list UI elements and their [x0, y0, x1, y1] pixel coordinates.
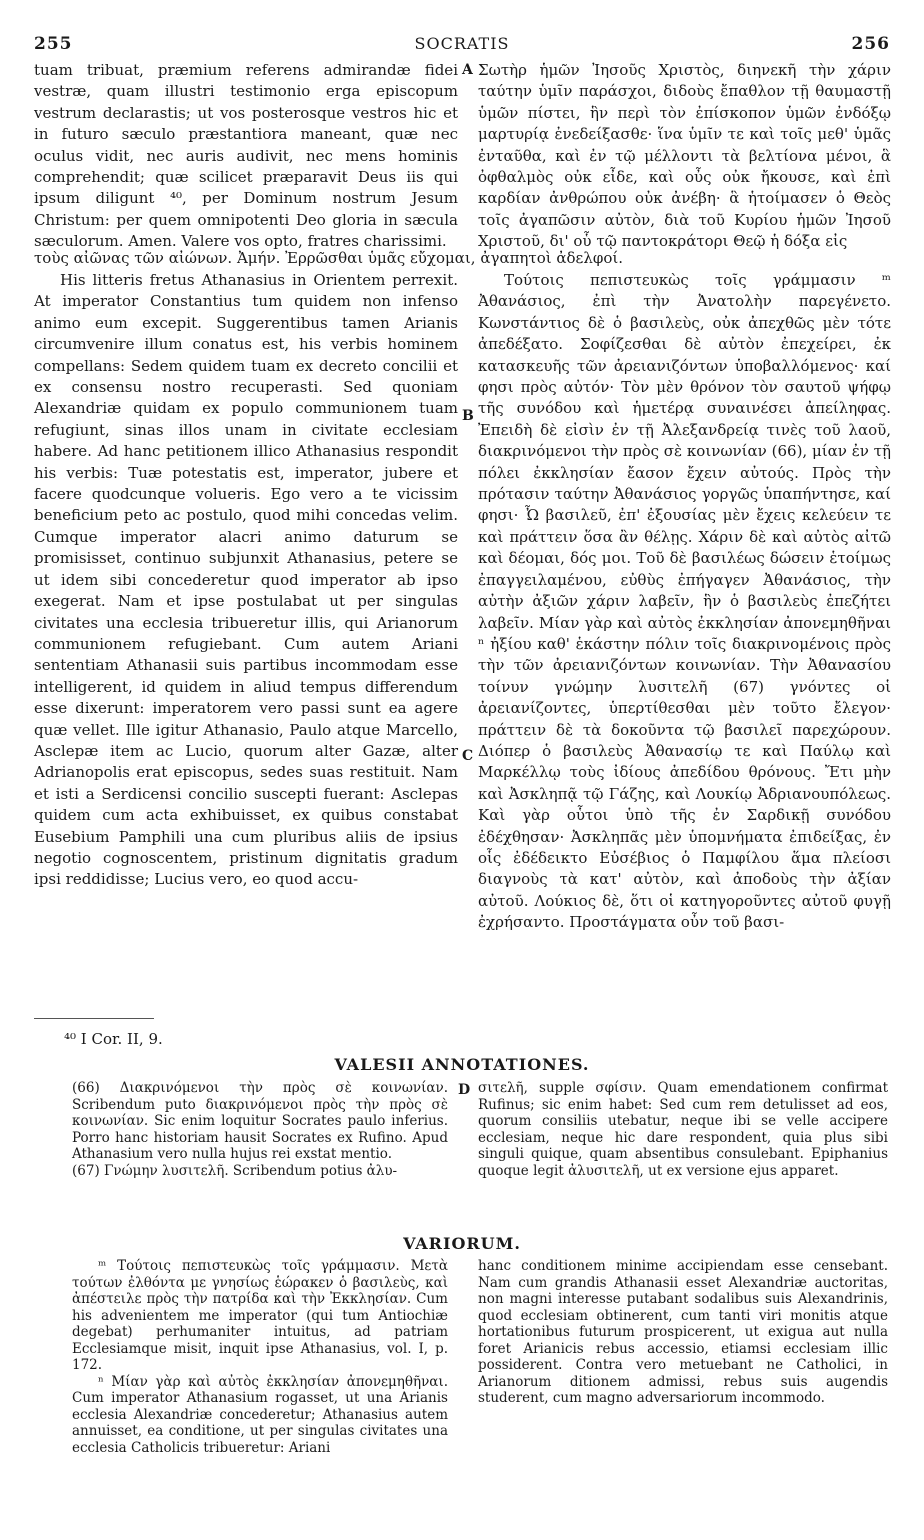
joint-line: τοὺς αἰῶνας τῶν αἰώνων. Ἀμήν. Ἐρρῶσθαι ὑμᾶς εὔχομαι, ἀγαπητοὶ ἀδελφοί.: [34, 249, 624, 267]
greek-top-column: [478, 60, 891, 253]
annotations-right-column: [478, 1080, 888, 1179]
annotation-67-continued: σιτελῆ, supple σφίσιν. Quam emendationem confirmat Rufinus; sic enim habet: Sed cum rem detulisset ad eos, quorum consiliis utebatur, neque ibi se velle accipere ecclesiam, neque hic dare respondent, quia plus sibi singuli quique, quam absentibus consulebant. Epiphanius quoque legit ἀλυσιτελῆ, ut ex versione ejus apparet.: [478, 1080, 888, 1179]
variorum-note-n-continued: hanc conditionem minime accipiendam esse censebant. Nam cum grandis Athanasii esset Alexandriæ auctoritas, non magni interesse putabant sodalibus suis Alexandrinis, quod ecclesiam obtinerent, cum tanti viri monitis atque hortationibus futurum prospicerent, ut exigua aut nulla foret Arianicis rebus accessio, etiamsi ecclesiam illic possiderent. Contra vero metuebant ne Catholici, in Arianorum ditionem admissi, rebus suis augendis studerent, cum magno adversariorum incommodo.: [478, 1258, 888, 1406]
margin-marker-a: A: [462, 62, 473, 78]
annotation-66: (66) Διακρινόμενοι τὴν πρὸς σὲ κοινωνίαν. Scribendum puto διακρινόμενοι πρὸς τὴν πρὸς σὲ κοινωνίαν. Sic enim loquitur Socrates paulo inferius. Porro hanc historiam hausit Socrates ex Rufino. Apud Athanasium vero nulla hujus rei exstat mentio.: [72, 1080, 448, 1162]
footnote: ⁴⁰ I Cor. II, 9.: [64, 1030, 163, 1048]
variorum-note-n: ⁿ Μίαν γὰρ καὶ αὐτὸς ἐκκλησίαν ἀπονεμηθῆναι. Cum imperator Athanasium rogasset, ut una Arianis ecclesia Alexandriæ concederetur; Athanasius autem annuisset, ea conditione, ut per singulas civitates una ecclesia Catholicis tribueretur: Ariani: [72, 1373, 448, 1456]
greek-body-column: [478, 270, 891, 934]
latin-body-column: [34, 270, 458, 891]
margin-marker-b: B: [462, 408, 474, 424]
variorum-right-column: [478, 1258, 888, 1407]
footnote-rule: [34, 1018, 154, 1019]
variorum-note-m: ᵐ Τούτοις πεπιστευκὼς τοῖς γράμμασιν. Μετὰ τούτων ἐλθόντα με γνησίως ἑώρακεν ὁ βασιλεὺς, καὶ ἀπέστειλε πρὸς τὴν πατρίδα καὶ τὴν Ἐκκλησίαν. Cum his advenientem me imperator (qui tum Antiochiæ degebat) perhumaniter intuitus, ad patriam Ecclesiamque misit, inquit ipse Athanasius, vol. I, p. 172.: [72, 1258, 448, 1373]
latin-top-text: tuam tribuat, præmium referens admirandæ fidei vestræ, quam illustri testimonio erga episcopum vestrum declarastis; ut vos posterosque vestros hic et in futuro sæculo præstantiora maneant, quæ nec oculus vidit, nec auris audivit, nec mens hominis comprehendit; quæ scilicet præparavit Deus iis qui ipsum diligunt ⁴⁰, per Dominum nostrum Jesum Christum: per quem omnipotenti Deo gloria in sæcula sæculorum. Amen. Valere vos opto, fratres charissimi.: [34, 61, 458, 251]
annotations-left-column: [72, 1080, 448, 1179]
running-title: SOCRATIS: [414, 34, 510, 53]
annotation-67: (67) Γνώμην λυσιτελῆ. Scribendum potius ἀλυ-: [72, 1162, 398, 1179]
margin-marker-d: D: [458, 1082, 471, 1098]
margin-marker-c: C: [462, 748, 474, 764]
page-header: [34, 34, 890, 54]
greek-top-text: Σωτὴρ ἡμῶν Ἰησοῦς Χριστὸς, διηνεκῆ τὴν χάριν ταύτην ὑμῖν παράσχοι, διδοὺς ἔπαθλον τῇ θαυμαστῇ ὑμῶν πίστει, ἣν περὶ τὸν ἐπίσκοπον ὑμῶν ἐνδόξῳ μαρτυρίᾳ ἐνεδείξασθε· ἵνα ὑμῖν τε καὶ τοῖς μεθ' ὑμᾶς ἐνταῦθα, καὶ ἐν τῷ μέλλοντι τὰ βελτίονα μένοι, ἃ ὀφθαλμὸς οὐκ εἶδε, καὶ οὖς οὐκ ἤκουσε, καὶ ἐπὶ καρδίαν ἀνθρώπου οὐκ ἀνέβη· ἃ ἡτοίμασεν ὁ Θεὸς τοῖς ἀγαπῶσιν αὐτὸν, διὰ τοῦ Κυρίου ἡμῶν Ἰησοῦ Χριστοῦ, δι' οὗ τῷ παντοκράτορι Θεῷ ἡ δόξα εἰς: [478, 61, 891, 251]
latin-body-text: His litteris fretus Athanasius in Orientem perrexit. At imperator Constantius tum quidem non infenso animo eum excepit. Suggerentibus tamen Arianis circumvenire illum conatus est, his verbis hominem compellans: Sedem quidem tuam ex decreto concilii et ex consensu nostro recuperasti. Sed quoniam Alexandriæ quidam ex populo communionem tuam refugiunt, sinas illos unam in civitate ecclesiam habere. Ad hanc petitionem illico Athanasius respondit his verbis: Tuæ potestatis est, imperator, jubere et facere quodcunque volueris. Ego vero a te vicissim beneficium peto ac postulo, quod mihi concedas velim. Cumque imperator alacri animo daturum se promisisset, continuo subjunxit Athanasius, petere se ut idem sibi concederetur quod imperator ab ipso exegerat. Nam et ipse postulabat ut per singulas civitates una ecclesia tribueretur illis, qui Arianorum communionem refugiebant. Cum autem Ariani sententiam Athanasii suis partibus incommodam esse intelligerent, id quidem in aliud tempus differendum esse dixerunt: imperatorem vero passi sunt ea agere quæ vellet. Ille igitur Athanasio, Paulo atque Marcello, Asclepæ item ac Lucio, quorum alter Gazæ, alter Adrianopolis erat episcopus, sedes suas restituit. Nam et isti a Serdicensi concilio suscepti fuerant: Asclepas quidem cum acta exhibuisset, ex quibus constabat Eusebium Pamphili una cum pluribus aliis de ipsius negotio cognoscentem, pristinum dignitatis gradum ipsi reddidisse; Lucius vero, eo quod accu-: [34, 271, 458, 889]
variorum-heading: VARIORUM.: [403, 1234, 521, 1253]
greek-body-text: Τούτοις πεπιστευκὼς τοῖς γράμμασιν ᵐ Ἀθανάσιος, ἐπὶ τὴν Ἀνατολὴν παρεγένετο. Κωνστάντιος δὲ ὁ βασιλεὺς, οὐκ ἀπεχθῶς μὲν τότε ἀπεδέξατο. Σοφίζεσθαι δὲ αὐτὸν ἐπεχείρει, ἐκ κατασκευῆς τῶν ἀρειανιζόντων ὑποβαλλόμενος· καί φησι πρὸς αὐτόν· Τὸν μὲν θρόνον τὸν σαυτοῦ ψήφῳ τῆς συνόδου καὶ ἡμετέρᾳ συναινέσει ἀπείληφας. Ἐπειδὴ δὲ εἰσὶν ἐν τῇ Ἀλεξανδρείᾳ τινὲς τοῦ λαοῦ, διακρινόμενοι τὴν πρὸς σὲ κοινωνίαν (66), μίαν ἐν τῇ πόλει ἐκκλησίαν ἔασον ἔχειν αὐτούς. Πρὸς τὴν πρότασιν ταύτην Ἀθανάσιος γοργῶς ὑπαπήντησε, καί φησι· Ὦ βασιλεῦ, ἐπ' ἐξουσίας μὲν ἔχεις κελεύειν τε καὶ πράττειν ὅσα ἂν θέλῃς. Χάριν δὲ καὶ αὐτὸς αἰτῶ καὶ δέομαι, δός μοι. Τοῦ δὲ βασιλέως δώσειν ἑτοίμως ἐπαγγειλαμένου, εὐθὺς ἐπήγαγεν Ἀθανάσιος, τὴν αὐτὴν ἀξιῶν χάριν λαβεῖν, ἣν ὁ βασιλεὺς ἐπεζήτει λαβεῖν. Μίαν γὰρ καὶ αὐτὸς ἐκκλησίαν ἀπονεμηθῆναι ⁿ ἠξίου καθ' ἑκάστην πόλιν τοῖς διακρινομένοις πρὸς τὴν τῶν ἀρειανιζόντων κοινωνίαν. Τὴν Ἀθανασίου τοίνυν γνώμην λυσιτελῆ (67) γνόντες οἱ ἀρειανίζοντες, ὑπερτίθεσθαι μὲν τοῦτο ἔλεγον· πράττειν δὲ τὰ δοκοῦντα τῷ βασιλεῖ παρεχώρουν. Διόπερ ὁ βασιλεὺς Ἀθανασίῳ τε καὶ Παύλῳ καὶ Μαρκέλλῳ τοὺς ἰδίους ἀπεδίδου θρόνους. Ἔτι μὴν καὶ Ἀσκληπᾷ τῷ Γάζης, καὶ Λουκίῳ Ἀδριανουπόλεως. Καὶ γὰρ οὗτοι ὑπὸ τῆς ἐν Σαρδικῇ συνόδου ἐδέχθησαν· Ἀσκληπᾶς μὲν ὑπομνήματα ἐπιδείξας, ἐν οἷς ἐδέδεικτο Εὐσέβιος ὁ Παμφίλου ἅμα πλείοσι διαγνοὺς τὰ κατ' αὐτὸν, καὶ ἀποδοὺς τὴν ἀξίαν αὐτοῦ. Λούκιος δὲ, ὅτι οἱ κατηγοροῦντες αὐτοῦ φυγῇ ἐχρήσαντο. Προστάγματα οὖν τοῦ βασι-: [478, 271, 891, 932]
page-number-left: 255: [34, 34, 73, 54]
variorum-left-column: [72, 1258, 448, 1456]
annotations-heading: VALESII ANNOTATIONES.: [334, 1055, 590, 1074]
page-number-right: 256: [851, 34, 890, 54]
latin-top-column: [34, 60, 458, 253]
